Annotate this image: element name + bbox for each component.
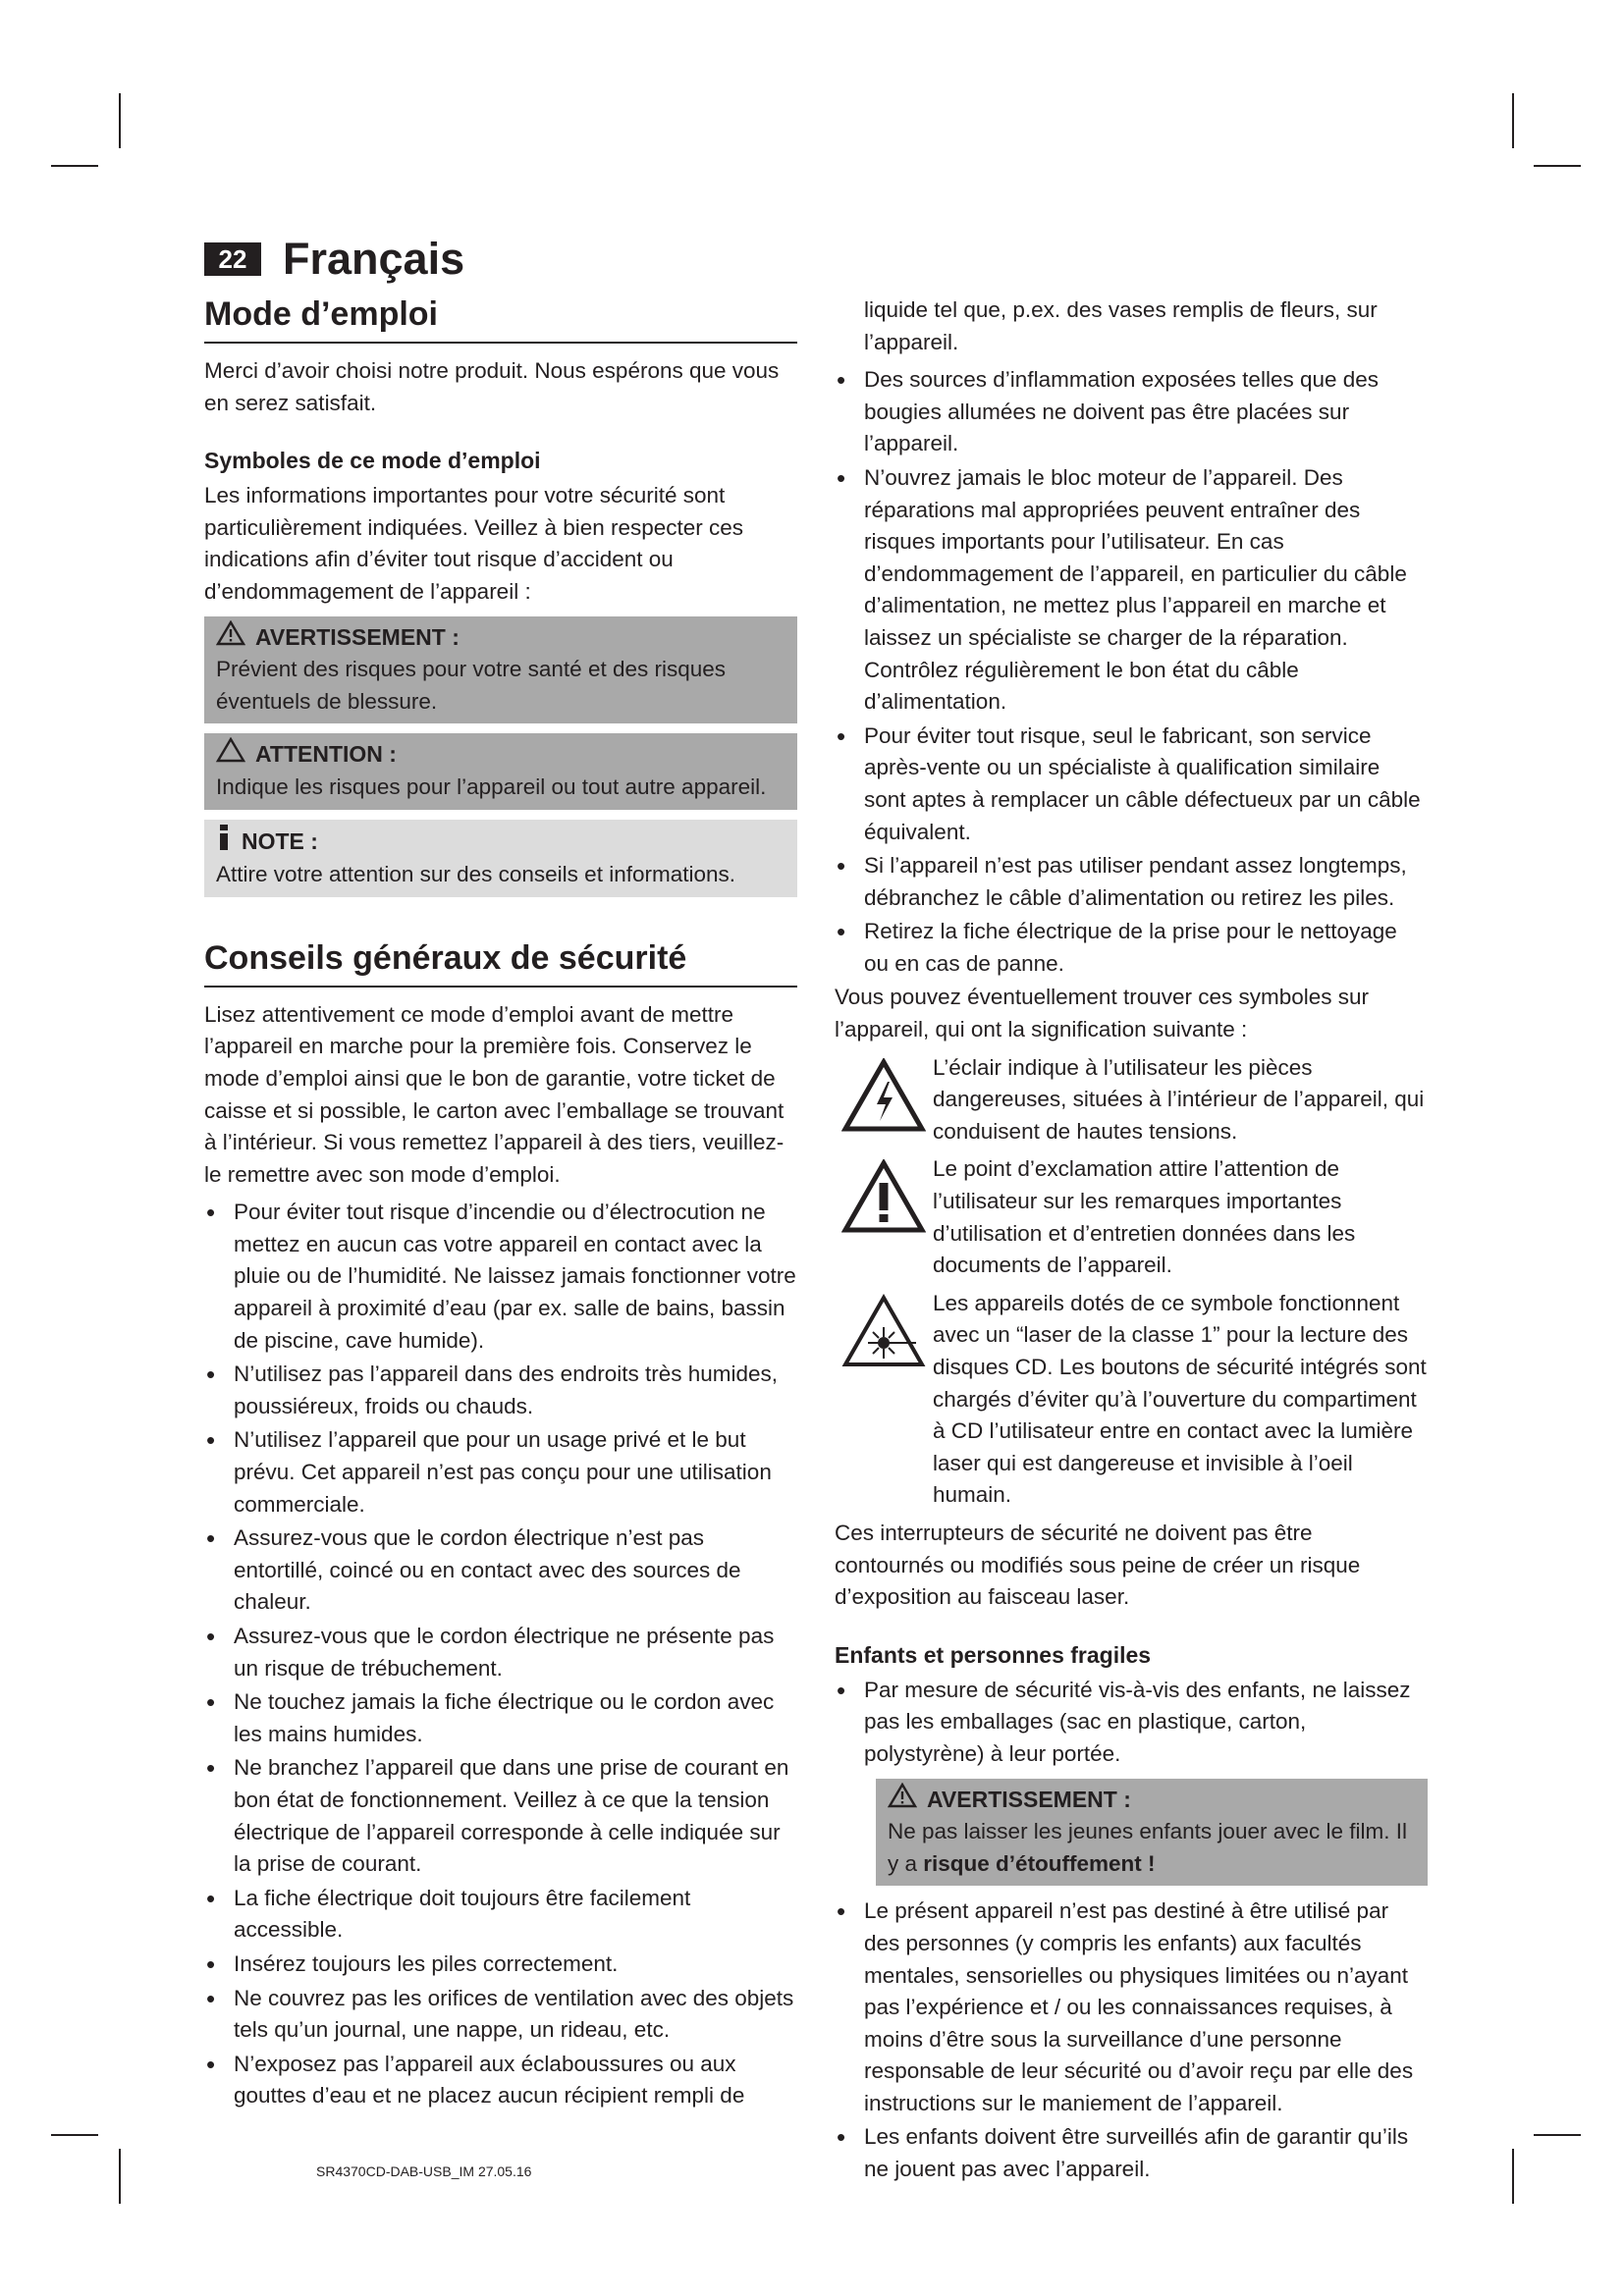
lightning-text: L’éclair indique à l’utilisateur les pièces dangereuses, situées à l’intérieur de l’appareil, qui conduisent de hautes tensions. <box>933 1054 1425 1144</box>
laser-text: Les appareils dotés de ce symbole fonctionnent avec un “laser de la classe 1” pour la lecture des disques CD. Les boutons de sécurité intégrés sont chargés d’éviter qu’à l’ouverture du compartiment à CD l’utilisateur entre en contact avec la lumière laser qui est dangereuse et invisible à l’oeil humain. <box>933 1290 1427 1508</box>
safety-intro: Lisez attentivement ce mode d’emploi avant de mettre l’appareil en marche pour la première fois. Conservez le mode d’emploi ainsi que le bon de garantie, votre ticket de caisse et si possible, le carton avec l’emballage se trouvant à l’intérieur. Si vous remettez l’appareil à des tiers, veuillez-le remettre avec son mode d’emploi. <box>204 1001 785 1187</box>
list-item: • Pour éviter tout risque d’incendie ou d’électrocution ne mettez en aucun cas votre appareil en contact avec la pluie ou de l’humidité. Ne laissez jamais fonctionner votre appareil à proximité d’eau (par ex. salle de bains, bassin de piscine, cave humide). <box>204 1197 797 1357</box>
list-item: • Les enfants doivent être surveillés afin de garantir qu’ils ne jouent pas avec l’appareil. <box>835 2121 1428 2185</box>
list-item: • Assurez-vous que le cordon électrique ne présente pas un risque de trébuchement. <box>204 1621 797 1684</box>
interlock-text: Ces interrupteurs de sécurité ne doivent pas être contournés ou modifiés sous peine de créer un risque d’exposition au faisceau laser. <box>835 1520 1361 1610</box>
list-item: • Retirez la fiche électrique de la prise pour le nettoyage ou en cas de panne. <box>835 916 1428 980</box>
section-title-manual: Mode d’emploi <box>204 294 797 344</box>
crop-mark <box>1512 93 1514 148</box>
exclamation-icon <box>835 1153 933 1234</box>
note-text: Attire votre attention sur des conseils et informations. <box>216 862 736 887</box>
laser-icon <box>835 1288 933 1368</box>
symbols-intro: Vous pouvez éventuellement trouver ces symboles sur l’appareil, qui ont la signification suivante : <box>835 985 1370 1042</box>
warning-box <box>204 616 797 724</box>
list-item: • Des sources d’inflammation exposées telles que des bougies allumées ne doivent pas être placées sur l’appareil. <box>835 364 1428 460</box>
footer-code: SR4370CD-DAB-USB_IM 27.05.16 <box>316 2163 532 2179</box>
list-item: • Si l’appareil n’est pas utiliser pendant assez longtemps, débranchez le câble d’alimentation ou retirez les piles. <box>835 850 1428 914</box>
symbol-row-exclamation <box>835 1153 1428 1281</box>
list-item: • Ne branchez l’appareil que dans une prise de courant en bon état de fonctionnement. Veillez à ce que la tension électrique de l’appareil corresponde à celle indiquée sur la prise de courant. <box>204 1752 797 1880</box>
list-item: • Le présent appareil n’est pas destiné à être utilisé par des personnes (y compris les enfants) aux facultés mentales, sensorielles ou physiques limitées ou n’ayant pas l’expérience et / ou les connaissances requises, à moins d’être sous la surveillance d’une personne responsable de leur sécurité ou d’avoir reçu par elle des instructions sur le maniement de l’appareil. <box>835 1896 1428 2119</box>
list-item: • Ne couvrez pas les orifices de ventilation avec des objets tels qu’un journal, une nappe, un rideau, etc. <box>204 1983 797 2047</box>
lightning-icon <box>835 1052 933 1133</box>
crop-mark <box>1512 2149 1514 2204</box>
list-item: • Ne touchez jamais la fiche électrique ou le cordon avec les mains humides. <box>204 1686 797 1750</box>
list-item: • Assurez-vous que le cordon électrique n’est pas entortillé, coincé ou en contact avec des sources de chaleur. <box>204 1522 797 1619</box>
symbols-heading: Symboles de ce mode d’emploi <box>204 448 541 474</box>
exclamation-text: Le point d’exclamation attire l’attention de l’utilisateur sur les remarques importantes d’utilisation et d’entretien données dans les documents de l’appareil. <box>933 1156 1356 1278</box>
list-item: • N’ouvrez jamais le bloc moteur de l’appareil. Des réparations mal appropriées peuvent entraîner des risques importants pour l’utilisateur. En cas d’endommagement de l’appareil, en particulier du câble d’alimentation, ne mettez plus l’appareil en marche et laissez un spécialiste se charger de la réparation. Contrôlez régulièrement le bon état du câble d’alimentation. <box>835 462 1428 719</box>
section-title-safety: Conseils généraux de sécurité <box>204 938 797 988</box>
attention-text: Indique les risques pour l’appareil ou tout autre appareil. <box>216 774 767 799</box>
warning-text: Prévient des risques pour votre santé et des risques éventuels de blessure. <box>216 657 727 714</box>
safety-list <box>204 1197 797 2112</box>
attention-box <box>204 733 797 809</box>
list-item: • Par mesure de sécurité vis-à-vis des enfants, ne laissez pas les emballages (sac en plastique, carton, polystyrène) à leur portée. <box>835 1675 1428 1771</box>
list-item: • N’utilisez pas l’appareil dans des endroits très humides, poussiéreux, froids ou chauds. <box>204 1359 797 1422</box>
list-item: • Insérez toujours les piles correctement. <box>204 1949 797 1981</box>
continuation-text: liquide tel que, p.ex. des vases remplis de fleurs, sur l’appareil. <box>864 297 1378 354</box>
crop-mark <box>51 165 98 167</box>
list-item: • Pour éviter tout risque, seul le fabricant, son service après-vente ou un spécialiste à qualification similaire sont aptes à remplacer un câble défectueux par un câble équivalent. <box>835 721 1428 848</box>
info-icon <box>216 824 232 860</box>
list-item: • La fiche électrique doit toujours être facilement accessible. <box>204 1883 797 1947</box>
children-warning-title: AVERTISSEMENT : <box>927 1786 1131 1812</box>
page-number: 22 <box>204 242 261 276</box>
children-warning-bold: risque d’étouffement ! <box>923 1850 1156 1876</box>
symbols-text: Les informations importantes pour votre sécurité sont particulièrement indiquées. Veillez à bien respecter ces indications afin d’éviter tout risque d’accident ou d’endommagement de l’appareil : <box>204 483 744 604</box>
right-column <box>835 294 1428 2188</box>
intro-text: Merci d’avoir choisi notre produit. Nous espérons que vous en serez satisfait. <box>204 358 780 415</box>
warning-title: AVERTISSEMENT : <box>255 623 460 650</box>
crop-mark <box>1534 2134 1581 2136</box>
attention-triangle-icon <box>216 737 245 772</box>
list-item: • N’exposez pas l’appareil aux éclaboussures ou aux gouttes d’eau et ne placez aucun récipient rempli de <box>204 2049 797 2112</box>
note-title: NOTE : <box>242 828 318 854</box>
crop-mark <box>1534 165 1581 167</box>
children-heading: Enfants et personnes fragiles <box>835 1641 1152 1668</box>
list-item: • N’utilisez l’appareil que pour un usage privé et le but prévu. Cet appareil n’est pas conçu pour une utilisation commerciale. <box>204 1424 797 1521</box>
symbol-row-lightning <box>835 1052 1428 1148</box>
note-box <box>204 820 797 897</box>
crop-mark <box>119 2149 121 2204</box>
language-title: Français <box>283 234 465 284</box>
left-column <box>204 294 797 2114</box>
children-list <box>835 1675 1428 1771</box>
children-warning-box <box>876 1779 1428 1887</box>
symbol-row-laser <box>835 1288 1428 1512</box>
warning-triangle-icon <box>888 1783 917 1817</box>
crop-mark <box>119 93 121 148</box>
safety-list-continued <box>835 364 1428 980</box>
crop-mark <box>51 2134 98 2136</box>
children-list-continued <box>835 1896 1428 2185</box>
page-header <box>204 234 464 285</box>
warning-triangle-icon <box>216 620 245 655</box>
children-warning-text: Ne pas laisser les jeunes enfants jouer avec le film. Il y a <box>888 1819 1408 1876</box>
attention-title: ATTENTION : <box>255 741 397 768</box>
